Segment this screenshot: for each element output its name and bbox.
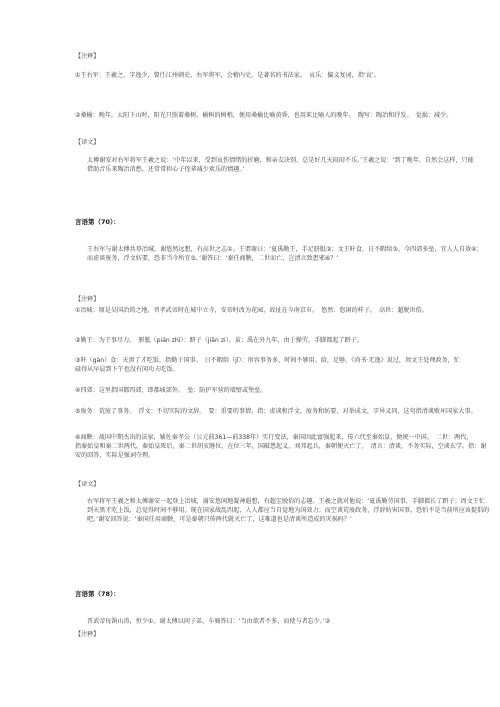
translation-text: 太傅谢安对右军将军王羲之说：‘中年以来，受到哀伤情绪的折磨，和亲友诀别，总是好几天闷闷不乐。’王羲之说：‘到了晚年，自然会这样，只能 借助音乐来陶冶消愁，还常常担心子侄辈减少欢乐的情趣。’ (87, 157, 474, 173)
translation-label: 【译文】 (75, 481, 100, 488)
note-text: ③旰（gàn）食：天黑了才吃饭，指勤于国事。 日不暇给（jǐ）：形容事务多，时间不够用。给，足够。《尚书·无逸》说过，周文王处理政务，忙 碌得从早晨到下午也没有闲功夫吃饭。 (75, 357, 460, 373)
note-text: ⑥商鞅：战国中期杰出的法家，辅佐秦孝公（公元前361—前338年）实行变法，秦国因此富强起来，传六代至秦始皇，便统一中国。 二世：两代， 指秦始皇和秦二世两代。秦始皇死后，秦二世胡亥继位，在位三年，国破患起义，刘邦起兵，秦朝便灭亡了。 清言：清谈，不务实际，空谈玄学。指：谢 安的回答，实际是强词夺理。 (75, 434, 487, 459)
original-text: 王右军与谢太傅共登冶城，谢悠然远想，有高世之志①。王谓谢曰：‘夏禹勤王，手足胼胝②；文王旰食，日不暇给③。今四郊多垒，宜人人自效④； 而虚谈废务，浮文妨要，恐非当今所宜⑤。’谢答曰：‘秦任商鞅，二世而亡，岂清言致患邪⑥？’ (87, 246, 483, 262)
translation-text: 右军将军王羲之和太傅谢安一起登上冶城，谢安悠闲地凝神遐想，有超尘脱俗的志趣。王羲之就对他说：‘夏禹勤劳国事，手脚都长了趼子；周文王忙 到天黑才吃上饭，总觉得时间不够用。现在国家战乱四起，人人都应当自觉地为国效力；而空谈荒废政务，浮辞妨害国事，恐怕不是当前所应该提倡的 吧。’谢安回答说：‘秦国任用商鞅，可是秦朝只传两代就灭亡了，这难道也是清谈所造成的灾祸吗？’ (87, 498, 490, 523)
original-text: 晋武帝每饷山涛，恒少①。谢太傅以问子弟，车骑答曰：‘当由欲者不多，而使与者忘少。’② (87, 618, 331, 625)
translation-label: 【译文】 (75, 139, 100, 146)
note-text: ①冶城：原是吴国冶铸之地，晋孝武帝时在城中立寺，安帝时改为花园，故址在今南京市。 悠然：悠闲的样子。 高世：超脱世俗。 (75, 307, 428, 314)
note-text: ②桑榆：晚年。太阳下山时，阳光只照着桑树、榆树的树梢，便用桑榆比喻黄昏，也用来比喻人的晚年。 陶写：陶冶和抒发。 觉损：减少。 (75, 112, 453, 119)
note-text: ⑤废务：荒废了事务。 浮文：不切实际的文辞。 要：重要的事情。指：虚谈和浮文、废务和妨要，对举成文，字异义同，这句指清谈败坏国家大事。 (75, 408, 477, 415)
notes-label: 【注释】 (75, 296, 100, 303)
note-text: ④四郊：这里指国都四郊，即都城郊外。 垒：防护军营的墙壁或堡垒。 (75, 387, 267, 394)
section-heading: 言语第（70）： (75, 218, 120, 226)
section-heading: 言语第（78）： (75, 590, 120, 598)
notes-label: 【注释】 (75, 53, 100, 60)
note-text: ①王右军：王羲之，字逸少，曾任江州刺史、右军将军，会稽内史，是著名的书法家。 哀乐：偏义复词，指‘哀’。 (75, 72, 380, 79)
note-text: ②勤王：为王事尽力。 胼胝（pián zhī）：趼子（jiǎn zi），茧；禹在外九年，由于操劳，手脚都起了趼子。 (75, 337, 363, 344)
notes-label: 【注释】 (75, 631, 100, 638)
